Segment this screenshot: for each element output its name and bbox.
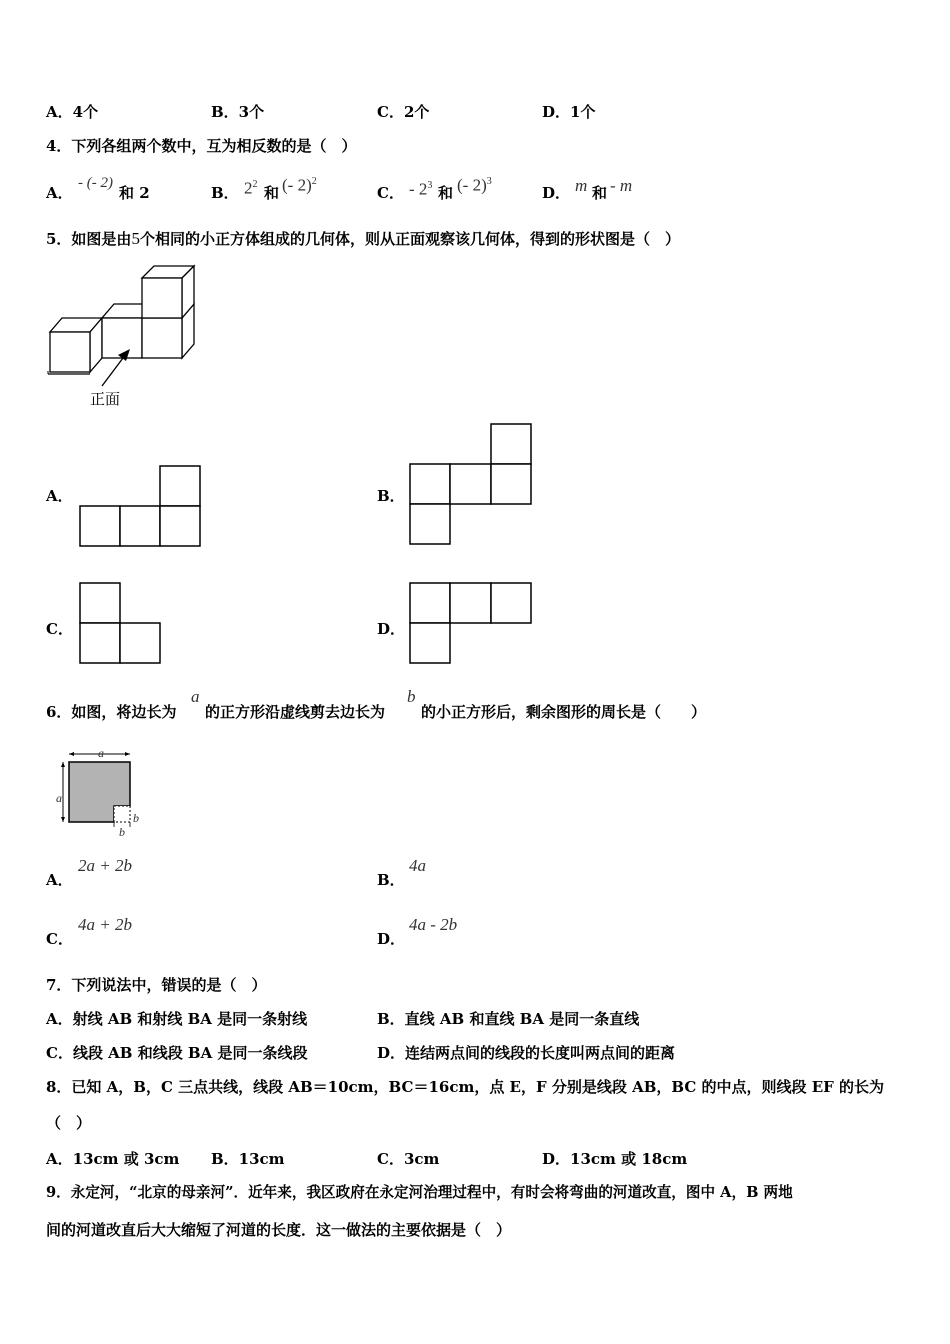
q4-option-d-label: D． <box>542 184 571 202</box>
q5-stem: 5．如图是由5个相同的小正方体组成的几何体，则从正面观察该几何体，得到的形状图是（ ） <box>46 229 680 248</box>
q8-option-c: C．3cm <box>377 1150 440 1168</box>
q4-option-b-math2: (- 2)$^2$ <box>282 175 317 195</box>
q8-option-d: D．13cm 或 18cm <box>542 1150 688 1168</box>
q4-option-a-label: A． <box>46 184 73 202</box>
q6-option-b-math: 4a <box>409 856 426 875</box>
q4-option-c-math1: - $2^3$ <box>409 179 433 199</box>
q7-option-d: D．连结两点间的线段的长度叫两点间的距离 <box>377 1044 676 1062</box>
q6-option-d-math: 4a - 2b <box>409 915 458 934</box>
q4-option-b-and: 和 <box>264 184 280 202</box>
q3-option-a: A．4个 <box>46 103 99 121</box>
q6-option-c-math: 4a + 2b <box>78 915 132 934</box>
q7-option-b: B．直线 AB 和直线 BA 是同一条直线 <box>377 1010 640 1028</box>
q6-fig-top-label: a <box>98 746 104 760</box>
q5-front-label: 正面 <box>90 390 121 408</box>
q7-option-a: A．射线 AB 和射线 BA 是同一条射线 <box>46 1010 308 1028</box>
q4-option-d-math1: m <box>575 176 588 195</box>
q6-stem-post: 的小正方形后，剩余图形的周长是（ ） <box>421 703 707 721</box>
q4-option-b-label: B． <box>211 184 239 202</box>
q6-var-a: a <box>191 687 200 706</box>
q6-option-b-label: B． <box>377 871 405 889</box>
q6-option-d-label: D． <box>377 930 406 948</box>
q5-option-c-label: C． <box>46 620 73 638</box>
q6-option-c-label: C． <box>46 930 73 948</box>
q5-option-d-label: D． <box>377 620 406 638</box>
q5-option-b-label: B． <box>377 487 405 505</box>
q5-option-a-figure <box>79 465 203 547</box>
q6-stem-mid: 的正方形沿虚线剪去边长为 <box>205 703 386 721</box>
q7-option-c: C．线段 AB 和线段 BA 是同一条线段 <box>46 1044 308 1062</box>
q6-stem-pre: 6．如图，将边长为 <box>46 703 177 721</box>
q6-fig-right-label: b <box>133 811 139 825</box>
q8-paren: （ ） <box>46 1114 92 1132</box>
q4-option-c-and: 和 <box>438 184 454 202</box>
q6-var-b: b <box>407 687 416 706</box>
q5-option-d-figure <box>409 582 535 666</box>
q4-option-b-math1: $2^2$ <box>244 178 258 198</box>
q6-option-a-label: A． <box>46 871 73 889</box>
q8-stem: 8．已知 A，B，C 三点共线，线段 AB＝10cm，BC＝16cm，点 E，F 分别是线段 AB，BC 的中点，则线段 EF 的长为 <box>46 1078 885 1096</box>
q6-fig-bottom-label: b <box>119 825 125 839</box>
q7-stem: 7．下列说法中，错误的是（ ） <box>46 976 267 994</box>
q3-option-c: C．2个 <box>377 103 430 121</box>
q8-option-b: B．13cm <box>211 1150 285 1168</box>
q5-option-a-label: A． <box>46 487 73 505</box>
q5-option-c-figure <box>79 582 163 666</box>
q9-stem-line2: 间的河道改直后大大缩短了河道的长度．这一做法的主要依据是（ ） <box>46 1221 512 1239</box>
q9-stem-line1: 9．永定河，“北京的母亲河”．近年来，我区政府在永定河治理过程中，有时会将弯曲的河道改直，图中 A，B 两地 <box>46 1184 793 1201</box>
q4-option-a-and: 和 2 <box>119 184 150 202</box>
q3-option-b: B．3个 <box>211 103 265 121</box>
q5-cube-figure <box>40 262 210 382</box>
q4-option-d-math2: - m <box>610 176 633 195</box>
q4-option-c-math2: (- 2)$^3$ <box>457 175 492 195</box>
q4-stem: 4．下列各组两个数中，互为相反数的是（ ） <box>46 137 357 155</box>
q6-option-a-math: 2a + 2b <box>78 856 132 875</box>
q3-option-d: D．1个 <box>542 103 596 121</box>
q4-option-c-label: C． <box>377 184 404 202</box>
q8-option-a: A．13cm 或 3cm <box>46 1150 180 1168</box>
q6-fig-left-label: a <box>56 791 62 805</box>
q4-option-a-math: - (- 2) <box>78 175 113 191</box>
q4-option-d-and: 和 <box>592 184 608 202</box>
q5-option-b-figure <box>409 423 533 547</box>
